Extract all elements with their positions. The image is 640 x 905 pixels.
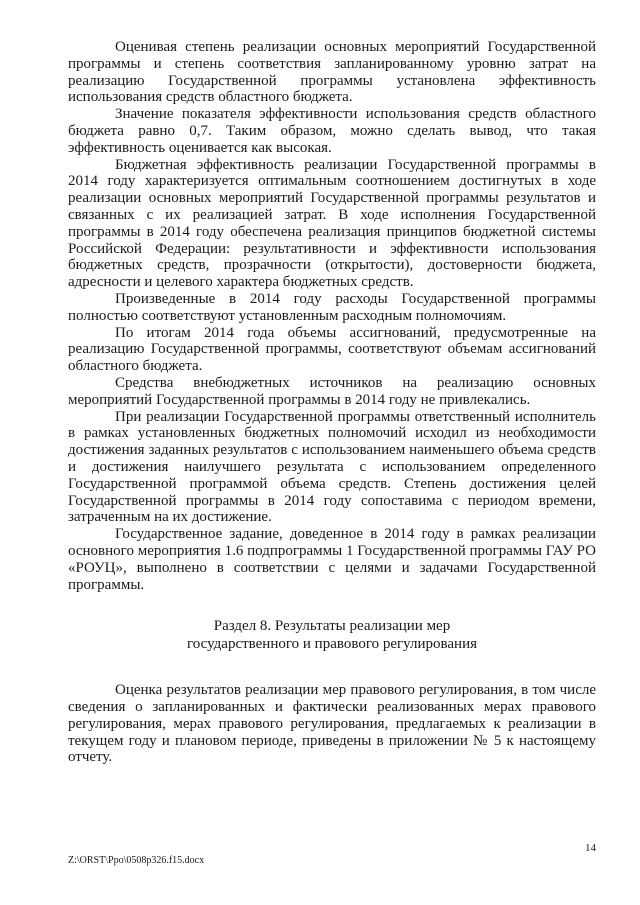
- paragraph-allocations: По итогам 2014 года объемы ассигнований, предусмотренные на реализацию Государственной программы, соответствуют объемам ассигнований областного бюджета.: [68, 324, 596, 375]
- paragraph-legal-regulation: Оценка результатов реализации мер правового регулирования, в том числе сведения о запланированных и фактически реализованных мерах правового регулирования, мерах правового регулирования, предлагаемых к реализации в текущем году и плановом периоде, приведены в приложении № 5 к настоящему отчету.: [68, 682, 596, 766]
- section-heading-line-1: Раздел 8. Результаты реализации мер: [213, 618, 451, 635]
- section-heading: [68, 617, 596, 653]
- paragraph-efficiency-assessment: Оценивая степень реализации основных мероприятий Государственной программы и степень соответствия запланированному уровню затрат на реализацию Государственной программы установлена эффективность использования средств областного бюджета.: [68, 39, 596, 106]
- paragraph-responsible-executor: При реализации Государственной программы ответственный исполнитель в рамках установленных бюджетных полномочий исходил из необходимости достижения заданных результатов с использованием наименьшего объема средств и достижения наилучшего результата с использованием определенного Государственной программой объема средств. Степень достижения целей Государственной программы в 2014 году сопоставима с периодом времени, затраченным на их достижение.: [68, 408, 596, 526]
- paragraph-expenditures: Произведенные в 2014 году расходы Государственной программы полностью соответствуют установленным расходным полномочиям.: [68, 290, 596, 324]
- section-heading-line-2: государственного и правового регулирования: [186, 636, 478, 653]
- file-path-footer: Z:\ORST\Ppo\0508p326.f15.docx: [68, 855, 205, 866]
- page-number: 14: [585, 842, 596, 854]
- paragraph-efficiency-indicator: Значение показателя эффективности использования средств областного бюджета равно 0,7. Таким образом, можно сделать вывод, что такая эффективность оценивается как высокая.: [68, 106, 596, 156]
- paragraph-state-assignment: Государственное задание, доведенное в 2014 году в рамках реализации основного мероприятия 1.6 подпрограммы 1 Государственной программы ГАУ РО «РОУЦ», выполнено в соответствии с целями и задачами Государственной программы.: [68, 526, 596, 593]
- paragraph-budget-efficiency: Бюджетная эффективность реализации Государственной программы в 2014 году характеризуется оптимальным соотношением достигнутых в ходе реализации основных мероприятий Государственной программы результатов и связанных с их реализацией затрат. В ходе исполнения Государственной программы в 2014 году обеспечена реализация принципов бюджетной системы Российской Федерации: результативности и эффективности использования бюджетных средств, прозрачности (открытости), достоверности бюджета, адресности и целевого характера бюджетных средств.: [68, 156, 596, 291]
- paragraph-extrabudgetary-sources: Средства внебюджетных источников на реализацию основных мероприятий Государственной программы в 2014 году не привлекались.: [68, 374, 596, 408]
- document-body: [68, 39, 596, 766]
